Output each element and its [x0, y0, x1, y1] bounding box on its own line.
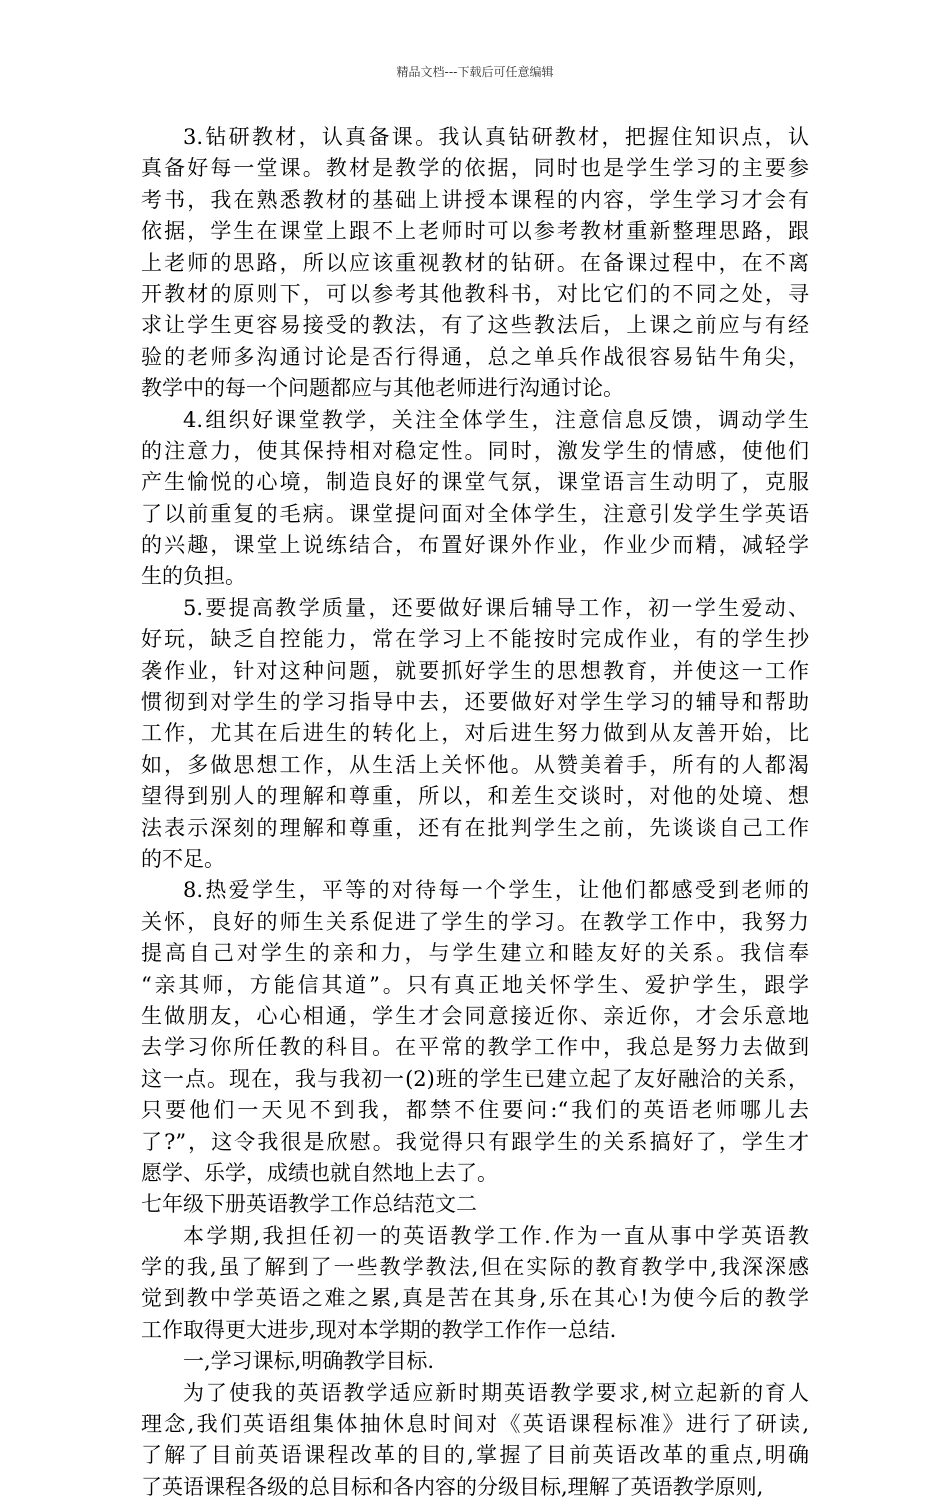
- text-line: 的兴趣，课堂上说练结合，布置好课外作业，作业少而精，减轻学: [141, 533, 809, 558]
- text-line: 如，多做思想工作，从生活上关怀他。从赞美着手，所有的人都渴: [141, 752, 809, 777]
- text-line: 觉到教中学英语之难之累,真是苦在其身,乐在其心!为使今后的教学: [141, 1286, 809, 1311]
- text-line: 依据，学生在课堂上跟不上老师时可以参考教材重新整理思路，跟: [141, 219, 809, 244]
- text-line: 3.钻研教材，认真备课。我认真钻研教材，把握住知识点，认: [183, 125, 809, 149]
- document-body: [141, 122, 809, 1503]
- text-line: 了以前重复的毛病。课堂提问面对全体学生，注意引发学生学英语: [141, 501, 809, 526]
- paragraph: [141, 593, 809, 876]
- text-line: 望得到别人的理解和尊重，所以，和差生交谈时，对他的处境、想: [141, 784, 809, 809]
- text-line: 开教材的原则下，可以参考其他教科书，对比它们的不同之处，寻: [141, 281, 809, 306]
- text-line: 求让学生更容易接受的教法，有了这些教法后，上课之前应与有经: [141, 313, 809, 338]
- text-line: 袭作业，针对这种问题，就要抓好学生的思想教育，并使这一工作: [141, 658, 809, 683]
- text-line: 了英语课程各级的总目标和各内容的分级目标,理解了英语教学原则,: [141, 1474, 764, 1499]
- text-line: 学的我,虽了解到了一些教学教法,但在实际的教育教学中,我深深感: [141, 1255, 809, 1280]
- text-line: 七年级下册英语教学工作总结范文二: [141, 1192, 477, 1217]
- text-line: 的不足。: [141, 846, 225, 871]
- text-line: 考书，我在熟悉教材的基础上讲授本课程的内容，学生学习才会有: [141, 187, 809, 212]
- paragraph: [141, 1378, 809, 1503]
- text-line: 上老师的思路，所以应该重视教材的钻研。在备课过程中，在不离: [141, 250, 809, 275]
- text-line: 愿学、乐学，成绩也就自然地上去了。: [141, 1160, 498, 1185]
- paragraph: [141, 122, 809, 405]
- text-line: 法表示深刻的理解和尊重，还有在批判学生之前，先谈谈自己工作: [141, 815, 809, 840]
- text-line: 为了使我的英语教学适应新时期英语教学要求,树立起新的育人: [183, 1380, 809, 1405]
- text-line: 本学期,我担任初一的英语教学工作.作为一直从事中学英语教: [183, 1223, 809, 1248]
- text-line: 的注意力，使其保持相对稳定性。同时，激发学生的情感，使他们: [141, 438, 809, 463]
- text-line: 了?”，这令我很是欣慰。我觉得只有跟学生的关系搞好了，学生才: [141, 1129, 809, 1154]
- text-line: 关怀，良好的师生关系促进了学生的学习。在教学工作中，我努力: [141, 909, 809, 934]
- text-line: 去学习你所任教的科目。在平常的教学工作中，我总是努力去做到: [141, 1035, 809, 1060]
- text-line: 只要他们一天见不到我，都禁不住要问:“我们的英语老师哪儿去: [141, 1098, 809, 1123]
- text-line: 提高自己对学生的亲和力，与学生建立和睦友好的关系。我信奉: [141, 941, 809, 966]
- paragraph: [141, 875, 809, 1189]
- text-line: 验的老师多沟通讨论是否行得通，总之单兵作战很容易钻牛角尖，: [141, 344, 809, 369]
- text-line: 理念,我们英语组集体抽休息时间对《英语课程标准》进行了研读,: [141, 1412, 809, 1437]
- page-header: 精品文档---下载后可任意编辑: [396, 65, 554, 79]
- text-line: 工作，尤其在后进生的转化上，对后进生努力做到从友善开始，比: [141, 721, 809, 746]
- text-line: 4.组织好课堂教学，关注全体学生，注意信息反馈，调动学生: [183, 407, 809, 432]
- text-line: 这一点。现在，我与我初一(2)班的学生已建立起了友好融洽的关系，: [141, 1066, 809, 1091]
- text-line: 一,学习课标,明确教学目标.: [183, 1349, 435, 1374]
- text-line: 8.热爱学生，平等的对待每一个学生，让他们都感受到老师的: [183, 878, 809, 903]
- text-line: 惯彻到对学生的学习指导中去，还要做好对学生学习的辅导和帮助: [141, 690, 809, 715]
- paragraph: [141, 1221, 809, 1347]
- text-line: 产生愉悦的心境，制造良好的课堂气氛，课堂语言生动明了，克服: [141, 470, 809, 495]
- text-line: 生做朋友，心心相通，学生才会同意接近你、亲近你，才会乐意地: [141, 1003, 809, 1028]
- paragraph: [141, 405, 809, 593]
- text-line: 了解了目前英语课程改革的目的,掌握了目前英语改革的重点,明确: [141, 1443, 809, 1468]
- text-line: 真备好每一堂课。教材是教学的依据，同时也是学生学习的主要参: [141, 156, 809, 181]
- text-line: 5.要提高教学质量，还要做好课后辅导工作，初一学生爱动、: [183, 595, 809, 620]
- paragraph: [141, 1346, 809, 1377]
- text-line: 工作取得更大进步,现对本学期的教学工作作一总结.: [141, 1317, 617, 1342]
- text-line: 生的负担。: [141, 564, 246, 589]
- text-line: 好玩，缺乏自控能力，常在学习上不能按时完成作业，有的学生抄: [141, 627, 809, 652]
- text-line: “亲其师，方能信其道”。只有真正地关怀学生、爱护学生，跟学: [141, 972, 809, 997]
- section-title: [141, 1189, 809, 1220]
- text-line: 教学中的每一个问题都应与其他老师进行沟通讨论。: [141, 376, 624, 401]
